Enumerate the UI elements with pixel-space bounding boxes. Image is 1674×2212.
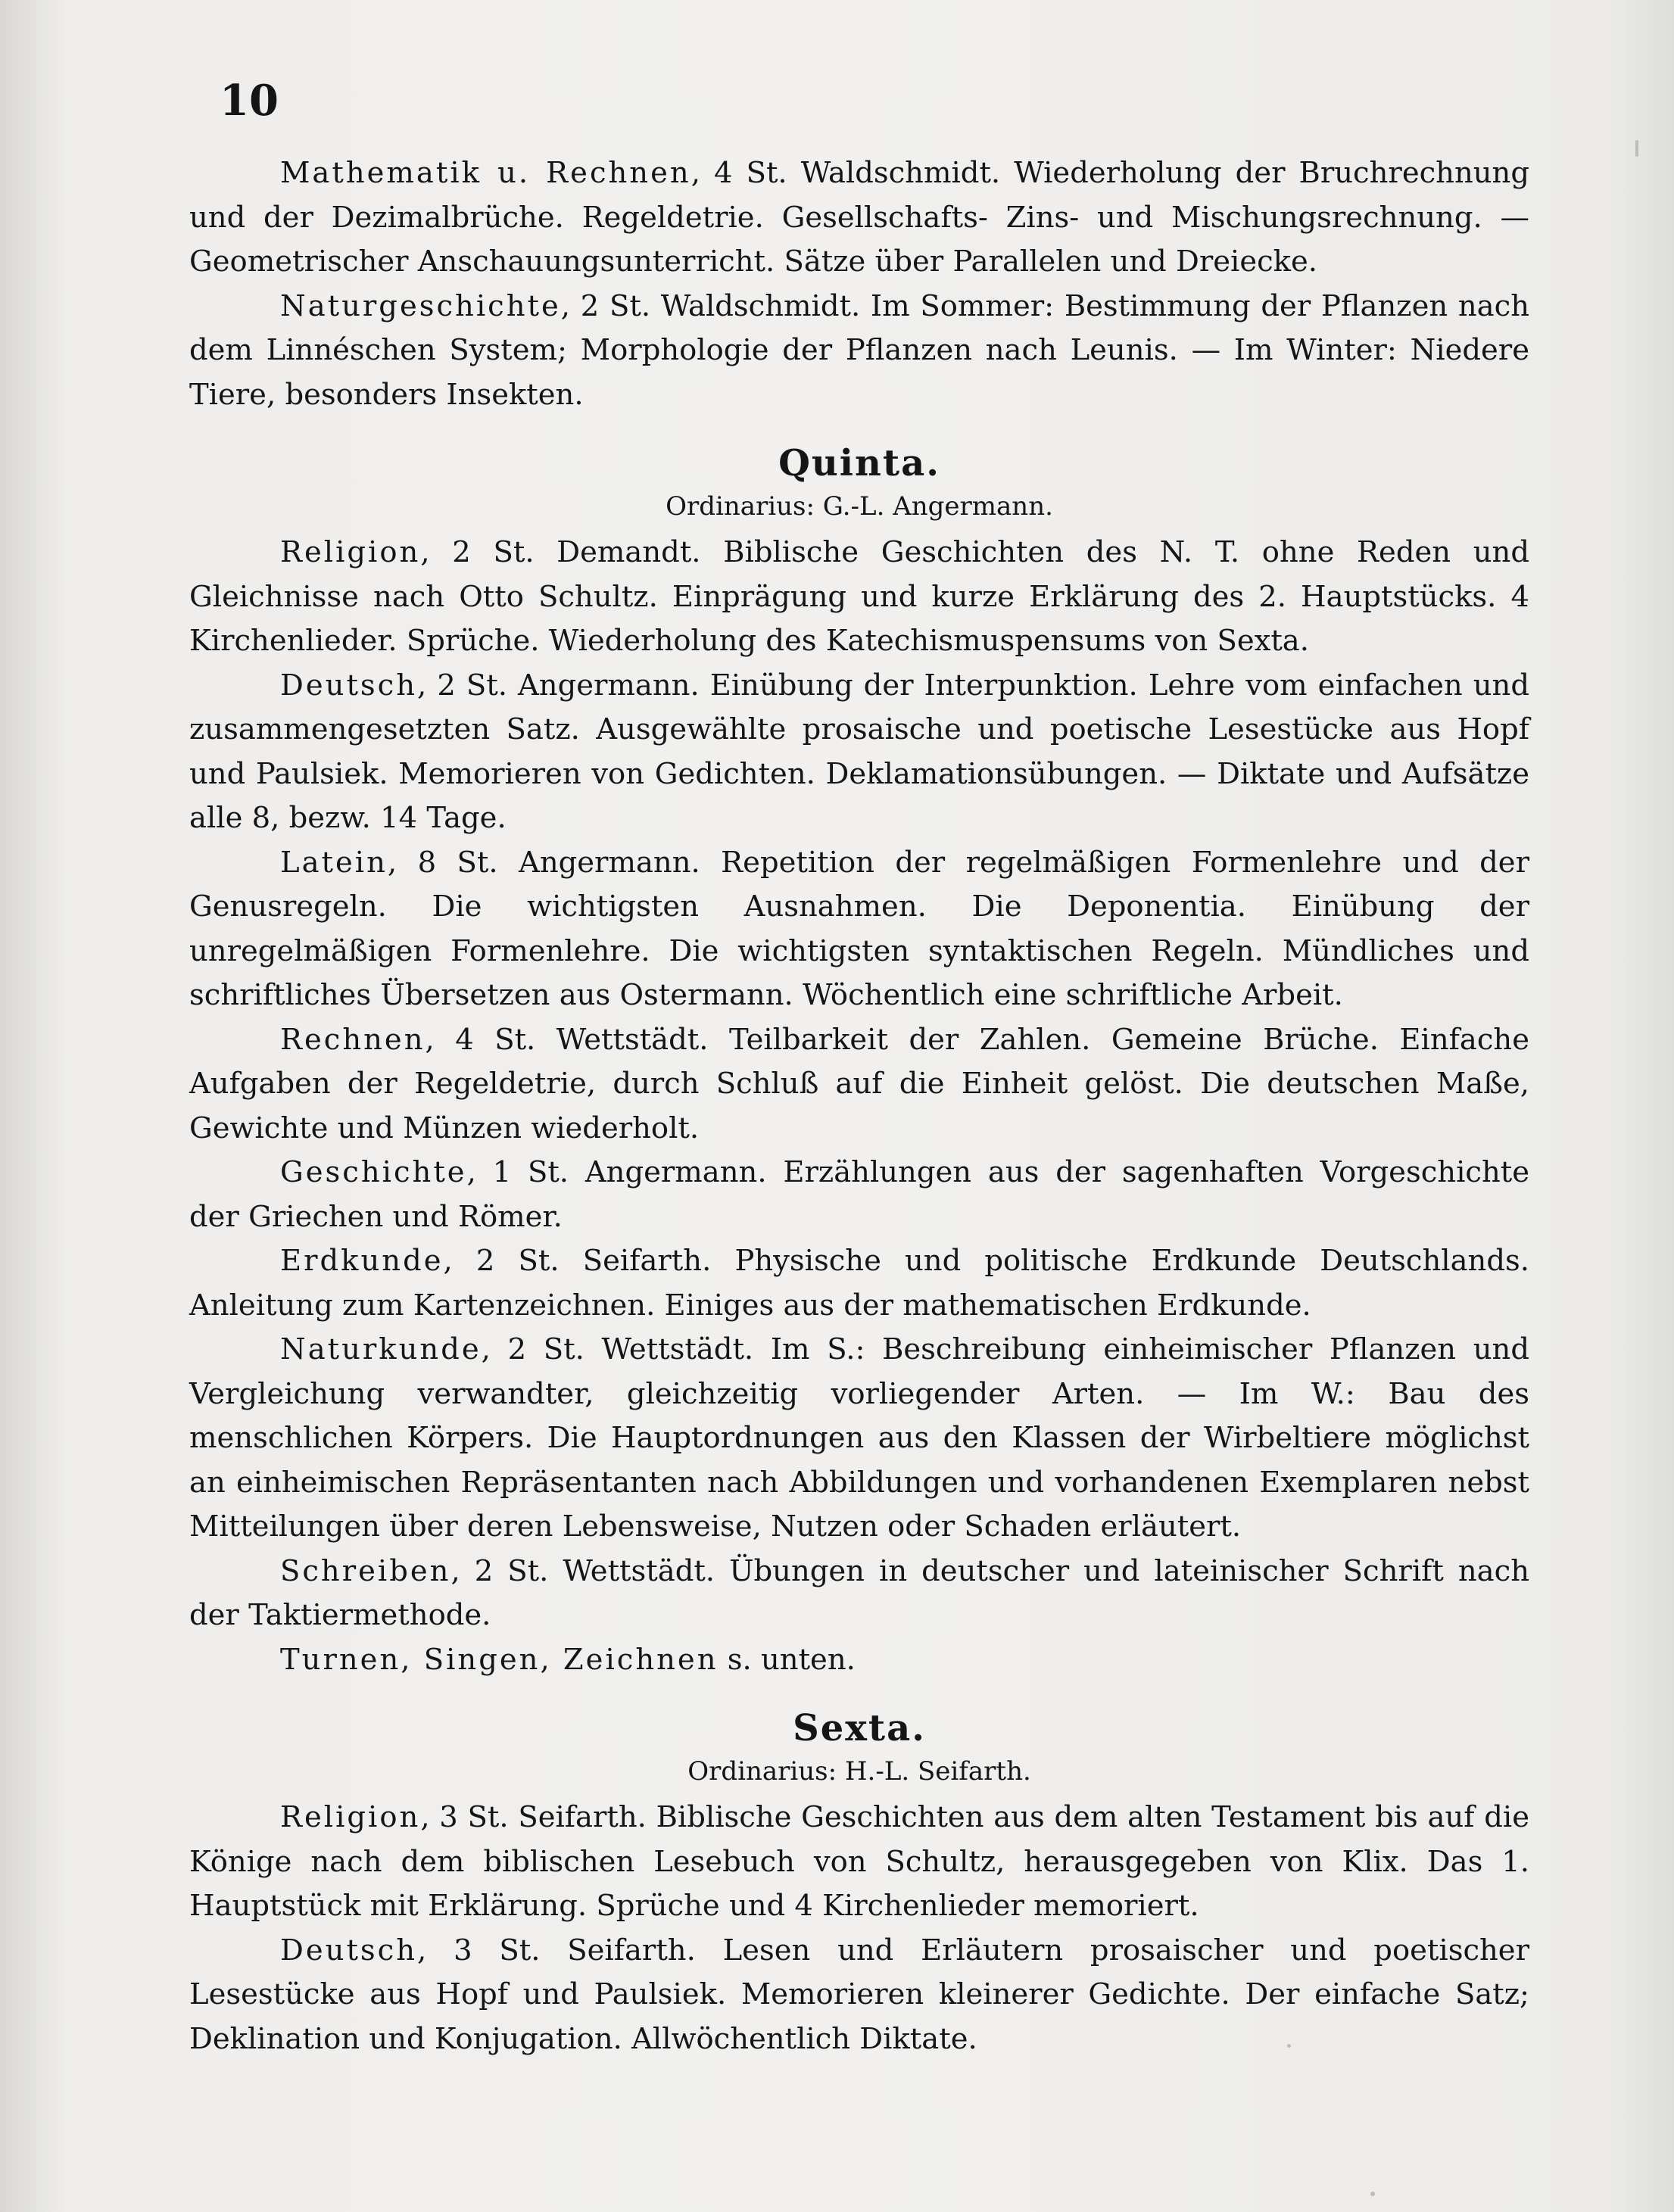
- subject-heading: Religion: [280, 1800, 421, 1834]
- page-number: 10: [220, 76, 279, 126]
- paragraph-text: , 2 St. Angermann. Einübung der Interpunktion. Lehre vom einfachen und zusammengesetzten Satz. Ausgewählte prosaische und poetische Lesestücke aus Hopf und Paulsiek. Memorieren von Gedichten. Deklamationsübungen. — Diktate und Aufsätze alle 8, bezw. 14 Tage.: [189, 668, 1529, 835]
- paragraph-religion: [189, 531, 1529, 664]
- section-title-quinta: Quinta.: [778, 442, 940, 484]
- subject-heading: Erdkunde: [280, 1244, 444, 1278]
- paragraph-text: , 2 St. Wettstädt. Im S.: Beschreibung einheimischer Pflanzen und Vergleichung verwandter, gleichzeitig vorliegender Arten. — Im W.: Bau des menschlichen Körpers. Die Hauptordnungen aus den Klassen der Wirbeltiere möglichst an einheimischen Repräsentanten nach Abbildungen und vorhandenen Exemplaren nebst Mitteilungen über deren Lebensweise, Nutzen oder Schaden erläutert.: [189, 1332, 1529, 1544]
- paragraph-latein: [189, 841, 1529, 1018]
- document-body: [189, 151, 1529, 2061]
- paragraph-text: , 2 St. Seifarth. Physische und politische Erdkunde Deutschlands. Anleitung zum Kartenzeichnen. Einiges aus der mathematischen Erdkunde.: [189, 1244, 1529, 1323]
- subject-heading: Rechnen: [280, 1022, 426, 1057]
- paragraph-text: s. unten.: [718, 1642, 856, 1677]
- subject-heading: Naturgeschichte: [280, 288, 561, 323]
- paragraph-religion-sexta: [189, 1796, 1529, 1929]
- paper-speck: [1635, 140, 1638, 157]
- subject-heading: Turnen, Singen, Zeichnen: [280, 1642, 719, 1677]
- section-title-sexta: Sexta.: [793, 1707, 926, 1749]
- paragraph-text: , 1 St. Angermann. Erzählungen aus der sagenhaften Vorgeschichte der Griechen und Römer.: [189, 1155, 1529, 1234]
- paper-speck: [1287, 2044, 1291, 2048]
- subject-heading: Deutsch: [280, 1933, 418, 1967]
- subject-heading: Mathematik u. Rechnen: [280, 156, 691, 190]
- paragraph-erdkunde: [189, 1239, 1529, 1328]
- paragraph-rechnen: [189, 1018, 1529, 1151]
- paragraph-text: , 3 St. Seifarth. Biblische Geschichten aus dem alten Testament bis auf die Könige nach dem biblischen Lesebuch von Schultz, herausgegeben von Klix. Das 1. Hauptstück mit Erklärung. Sprüche und 4 Kirchenlieder memoriert.: [189, 1800, 1529, 1923]
- paragraph-mathematik: [189, 151, 1529, 285]
- paragraph-text: , 8 St. Angermann. Repetition der regelmäßigen Formenlehre und der Genusregeln. Die wichtigsten Ausnahmen. Die Deponentia. Einübung der unregelmäßigen Formenlehre. Die wichtigsten syntaktischen Regeln. Mündliches und schriftliches Übersetzen aus Ostermann. Wöchentlich eine schriftliche Arbeit.: [189, 845, 1529, 1012]
- paragraph-text: , 4 St. Waldschmidt. Wiederholung der Bruchrechnung und der Dezimalbrüche. Regeldetrie. Gesellschafts- Zins- und Mischungsrechnung. — Geometrischer Anschauungsunterricht. Sätze über Parallelen und Dreiecke.: [189, 156, 1529, 279]
- paragraph-text: , 4 St. Wettstädt. Teilbarkeit der Zahlen. Gemeine Brüche. Einfache Aufgaben der Regeldetrie, durch Schluß auf die Einheit gelöst. Die deutschen Maße, Gewichte und Münzen wiederholt.: [189, 1022, 1529, 1145]
- paper-speck: [1370, 2192, 1375, 2196]
- paragraph-naturgeschichte: [189, 285, 1529, 418]
- paragraph-geschichte: [189, 1151, 1529, 1239]
- subject-heading: Geschichte: [280, 1155, 467, 1189]
- subject-heading: Latein: [280, 845, 388, 880]
- paragraph-naturkunde: [189, 1328, 1529, 1550]
- ordinarius-quinta: Ordinarius: G.-L. Angermann.: [666, 491, 1053, 522]
- subject-heading: Religion: [280, 535, 421, 569]
- ordinarius-sexta: Ordinarius: H.-L. Seifarth.: [687, 1756, 1031, 1787]
- paragraph-text: , 3 St. Seifarth. Lesen und Erläutern prosaischer und poetischer Lesestücke aus Hopf und Paulsiek. Memorieren kleinerer Gedichte. Der einfache Satz; Deklination und Konjugation. Allwöchentlich Diktate.: [189, 1933, 1529, 2056]
- paragraph-schreiben: [189, 1550, 1529, 1638]
- paragraph-turnen: [189, 1638, 1529, 1683]
- paragraph-text: , 2 St. Waldschmidt. Im Sommer: Bestimmung der Pflanzen nach dem Linnéschen System; Morphologie der Pflanzen nach Leunis. — Im Winter: Niedere Tiere, besonders Insekten.: [189, 288, 1529, 412]
- paragraph-text: , 2 St. Wettstädt. Übungen in deutscher und lateinischer Schrift nach der Taktiermethode.: [189, 1553, 1529, 1632]
- subject-heading: Schreiben: [280, 1553, 451, 1588]
- paragraph-deutsch: [189, 664, 1529, 841]
- paragraph-deutsch-sexta: [189, 1929, 1529, 2062]
- subject-heading: Naturkunde: [280, 1332, 482, 1366]
- paragraph-text: , 2 St. Demandt. Biblische Geschichten des N. T. ohne Reden und Gleichnisse nach Otto Schultz. Einprägung und kurze Erklärung des 2. Hauptstücks. 4 Kirchenlieder. Sprüche. Wiederholung des Katechismuspensums von Sexta.: [189, 535, 1529, 658]
- subject-heading: Deutsch: [280, 668, 418, 703]
